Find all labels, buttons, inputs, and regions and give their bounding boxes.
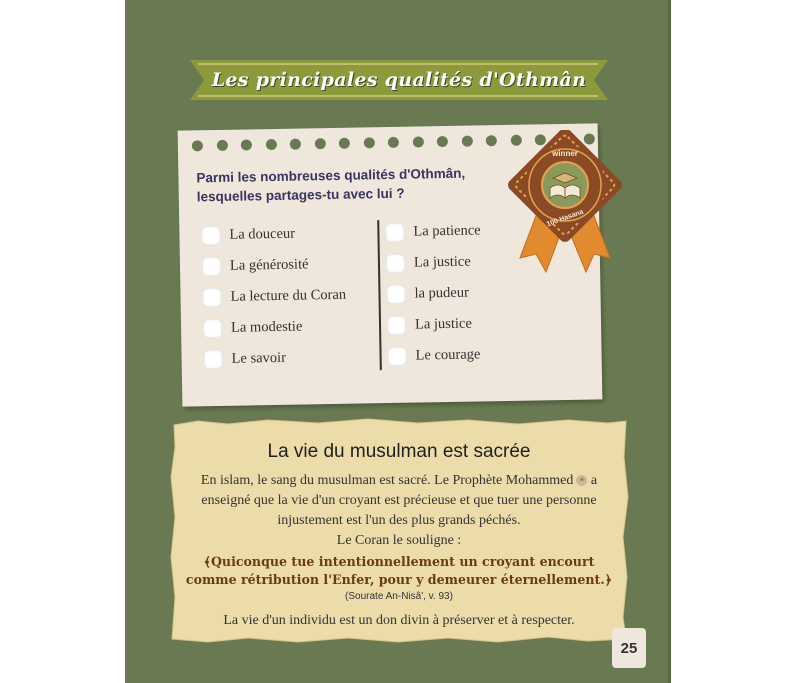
badge-top-text: winner [552,149,578,158]
notebook-hole [388,137,399,148]
option-item[interactable] [201,218,345,252]
option-item[interactable] [386,246,482,279]
option-label: La modestie [230,318,303,336]
option-label: La justice [414,315,472,333]
notebook-hole [192,140,203,151]
notebook-hole [241,139,252,150]
quiz-question: Parmi les nombreuses qualités d'Othmân, lesquelles partages-tu avec lui ? [196,165,466,205]
option-item[interactable] [387,339,483,372]
paragraph-continuation: a enseigné que la vie d'un croyant est précieuse et que tuer une personne injustement est l'un des plus grands péchés. [201,473,598,528]
quote-reference: (Sourate An-Nisâ', v. 93) [345,591,453,602]
paragraph-part: En islam, le sang du musulman est sacré. Le Prophète Mohammed [200,473,574,488]
page-edge [668,0,671,683]
checkbox[interactable] [386,254,405,273]
option-item[interactable] [203,311,347,345]
checkbox[interactable] [202,257,221,276]
notebook-hole [412,136,423,147]
option-item[interactable] [202,249,346,283]
option-item[interactable] [386,277,482,310]
quote-intro: Le Coran le souligne : [336,533,462,548]
notebook-hole [265,139,276,150]
option-item[interactable] [385,215,481,248]
info-parchment [168,417,630,645]
title-banner [190,56,608,104]
option-item[interactable] [387,308,483,341]
checkbox[interactable] [201,226,220,245]
checkbox[interactable] [202,288,221,307]
section-title: La vie du musulman est sacrée [267,441,531,462]
checkbox[interactable] [386,285,405,304]
options-right-column [385,215,483,372]
notebook-hole [314,138,325,149]
option-label: La patience [413,222,481,240]
notebook-hole [290,139,301,150]
notebook-hole [363,137,374,148]
notebook-hole [461,136,472,147]
page-title: Les principales qualités d'Othmân [211,69,587,91]
notebook-hole [216,140,227,151]
quran-quote: ﴾Quiconque tue intentionnellement un croyant encourt comme rétribution l'Enfer, pour y demeurer éternellement.﴿ [185,554,613,587]
salutation-icon: ✶ [576,475,587,486]
notebook-hole [339,138,350,149]
conclusion-text: La vie d'un individu est un don divin à préserver et à respecter. [223,613,575,628]
option-label: Le savoir [231,349,287,367]
paragraph-text [190,471,608,531]
option-label: La justice [413,253,471,271]
checkbox[interactable] [203,350,222,369]
badge-bottom-text: 100 Hasana [545,208,585,229]
notebook-hole [486,135,497,146]
option-item[interactable] [203,342,347,376]
page-number-tab [612,628,646,668]
page-number: 25 [620,639,638,657]
winner-badge [498,130,632,280]
checkbox[interactable] [385,223,404,242]
option-label: La douceur [229,225,296,243]
badge-graphic [498,130,632,280]
checkbox[interactable] [387,347,406,366]
option-label: La lecture du Coran [230,286,347,305]
checkbox[interactable] [203,319,222,338]
option-label: La générosité [229,256,309,274]
option-label: Le courage [415,346,481,364]
notebook-hole [437,136,448,147]
options-left-column [201,218,347,375]
checkbox[interactable] [387,316,406,335]
column-divider [377,220,382,370]
option-label: la pudeur [414,284,469,302]
option-item[interactable] [202,280,346,314]
